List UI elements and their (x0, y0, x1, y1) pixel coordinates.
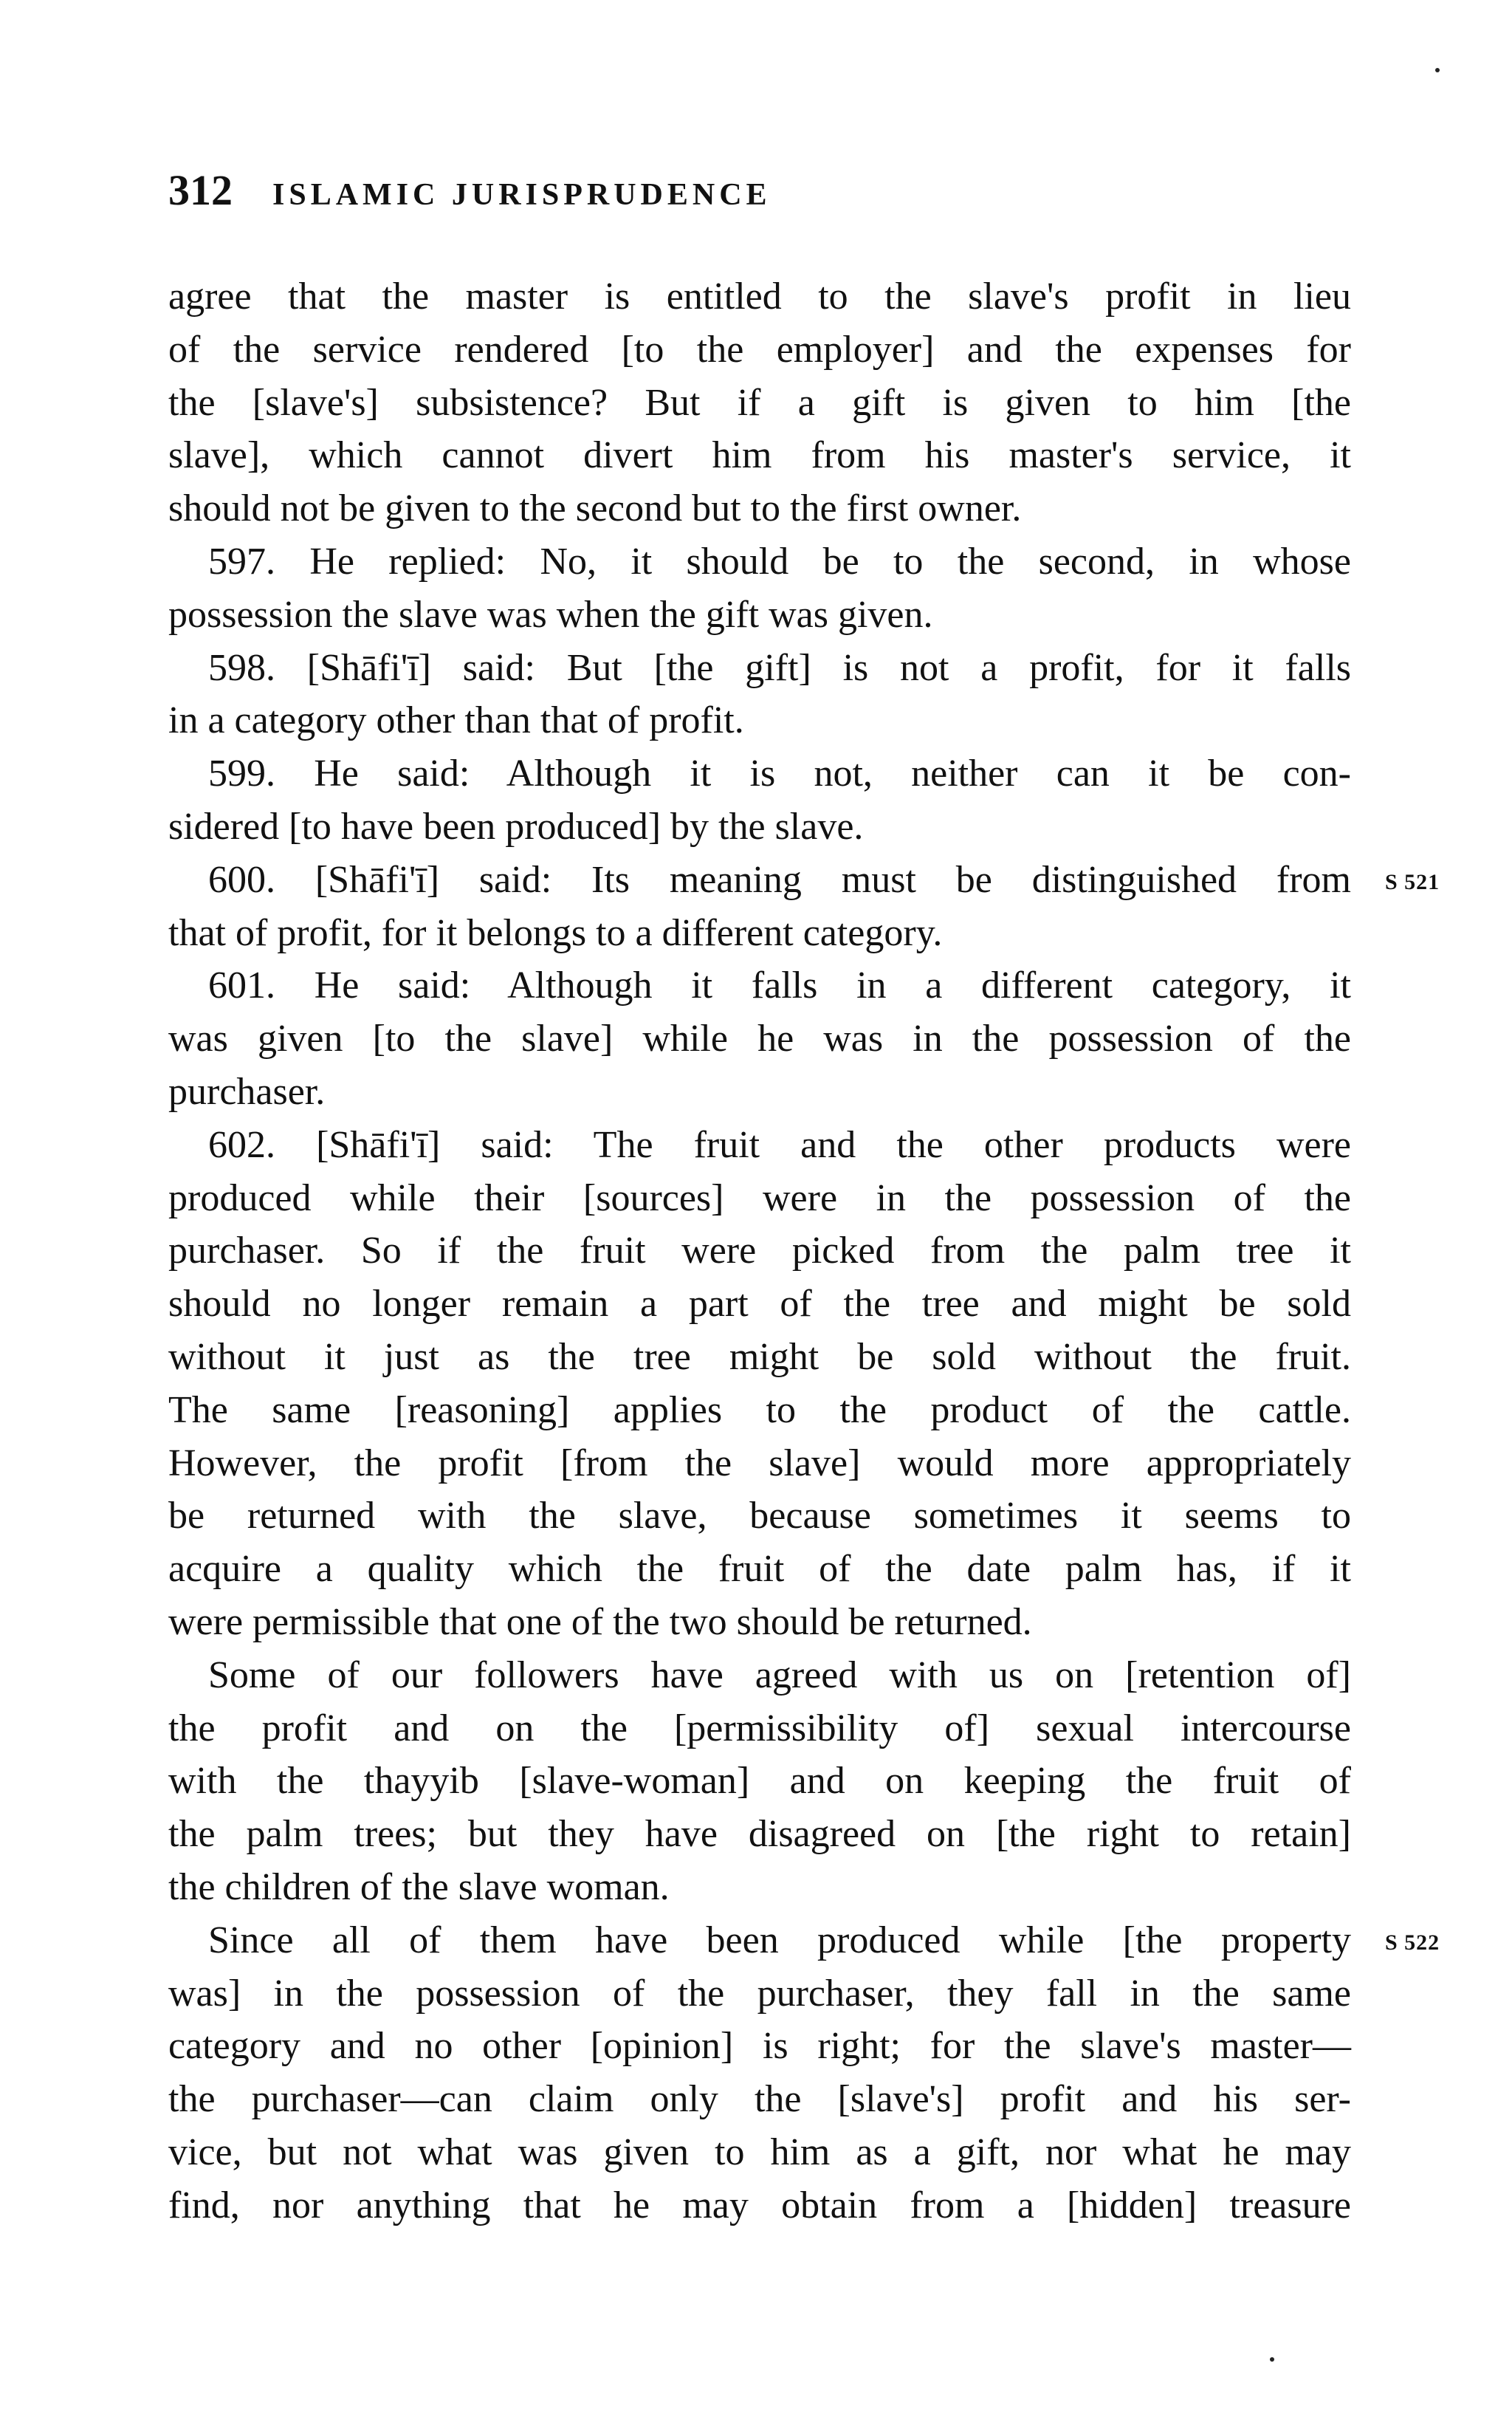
text-line: the purchaser—can claim only the [slave's] profit and his ser- (168, 2078, 1351, 2121)
text-line: slave], which cannot divert him from his master's service, it (168, 434, 1351, 477)
text-line: purchaser. So if the fruit were picked from the palm tree it (168, 1230, 1351, 1272)
running-title: ISLAMIC JURISPRUDENCE (272, 178, 772, 212)
text-line: was given [to the slave] while he was in the possession of the (168, 1018, 1351, 1060)
text-line: should not be given to the second but to the first owner. (168, 487, 1022, 530)
text-line: 602. [Shāfi'ī] said: The fruit and the other products were (208, 1123, 1351, 1166)
text-line: with the thayyib [slave-woman] and on keeping the fruit of (168, 1760, 1351, 1803)
page-number: 312 (168, 166, 233, 214)
text-line: agree that the master is entitled to the slave's profit in lieu (168, 275, 1351, 318)
text-line: 600. [Shāfi'ī] said: Its meaning must be distinguished from (208, 858, 1351, 901)
text-line: vice, but not what was given to him as a gift, nor what he may (168, 2130, 1351, 2173)
text-line: find, nor anything that he may obtain from a [hidden] treasure (168, 2184, 1351, 2226)
page-header (168, 167, 772, 219)
text-line: the children of the slave woman. (168, 1865, 670, 1908)
text-line: that of profit, for it belongs to a different category. (168, 911, 943, 954)
text-line: 601. He said: Although it falls in a different category, it (208, 964, 1351, 1007)
text-line: was] in the possession of the purchaser, they fall in the same (168, 1972, 1351, 2015)
text-line: category and no other [opinion] is right; for the slave's master— (168, 2025, 1351, 2068)
text-line: were permissible that one of the two should be returned. (168, 1600, 1032, 1643)
text-line: Some of our followers have agreed with us on [retention of] (208, 1653, 1351, 1696)
text-line: produced while their [sources] were in the possession of the (168, 1176, 1351, 1219)
text-line: sidered [to have been produced] by the slave. (168, 805, 864, 848)
text-line: be returned with the slave, because sometimes it seems to (168, 1495, 1351, 1537)
text-line: possession the slave was when the gift was given. (168, 593, 933, 636)
text-line: Since all of them have been produced while [the property (208, 1919, 1351, 1961)
text-line: without it just as the tree might be sold without the fruit. (168, 1335, 1351, 1378)
text-line: 598. [Shāfi'ī] said: But [the gift] is not a profit, for it falls (208, 646, 1351, 689)
margin-note-s522: S 522 (1385, 1930, 1440, 1955)
text-line: 597. He replied: No, it should be to the second, in whose (208, 540, 1351, 583)
text-line: the [slave's] subsistence? But if a gift is given to him [the (168, 381, 1351, 424)
stray-mark (1435, 68, 1440, 72)
text-line: in a category other than that of profit. (168, 699, 744, 742)
stray-mark (1270, 2357, 1274, 2362)
body-text (168, 270, 1351, 2232)
text-line: However, the profit [from the slave] would more appropriately (168, 1441, 1351, 1484)
text-line: purchaser. (168, 1070, 326, 1113)
text-line: should no longer remain a part of the tree and might be sold (168, 1283, 1351, 1326)
text-line: of the service rendered [to the employer] and the expenses for (168, 328, 1351, 371)
text-line: acquire a quality which the fruit of the date palm has, if it (168, 1548, 1351, 1591)
text-line: 599. He said: Although it is not, neither can it be con- (208, 753, 1351, 795)
margin-note-s521: S 521 (1385, 869, 1440, 894)
text-line: the profit and on the [permissibility of] sexual intercourse (168, 1707, 1351, 1749)
text-line: The same [reasoning] applies to the product of the cattle. (168, 1388, 1351, 1431)
text-line: the palm trees; but they have disagreed on [the right to retain] (168, 1813, 1351, 1856)
